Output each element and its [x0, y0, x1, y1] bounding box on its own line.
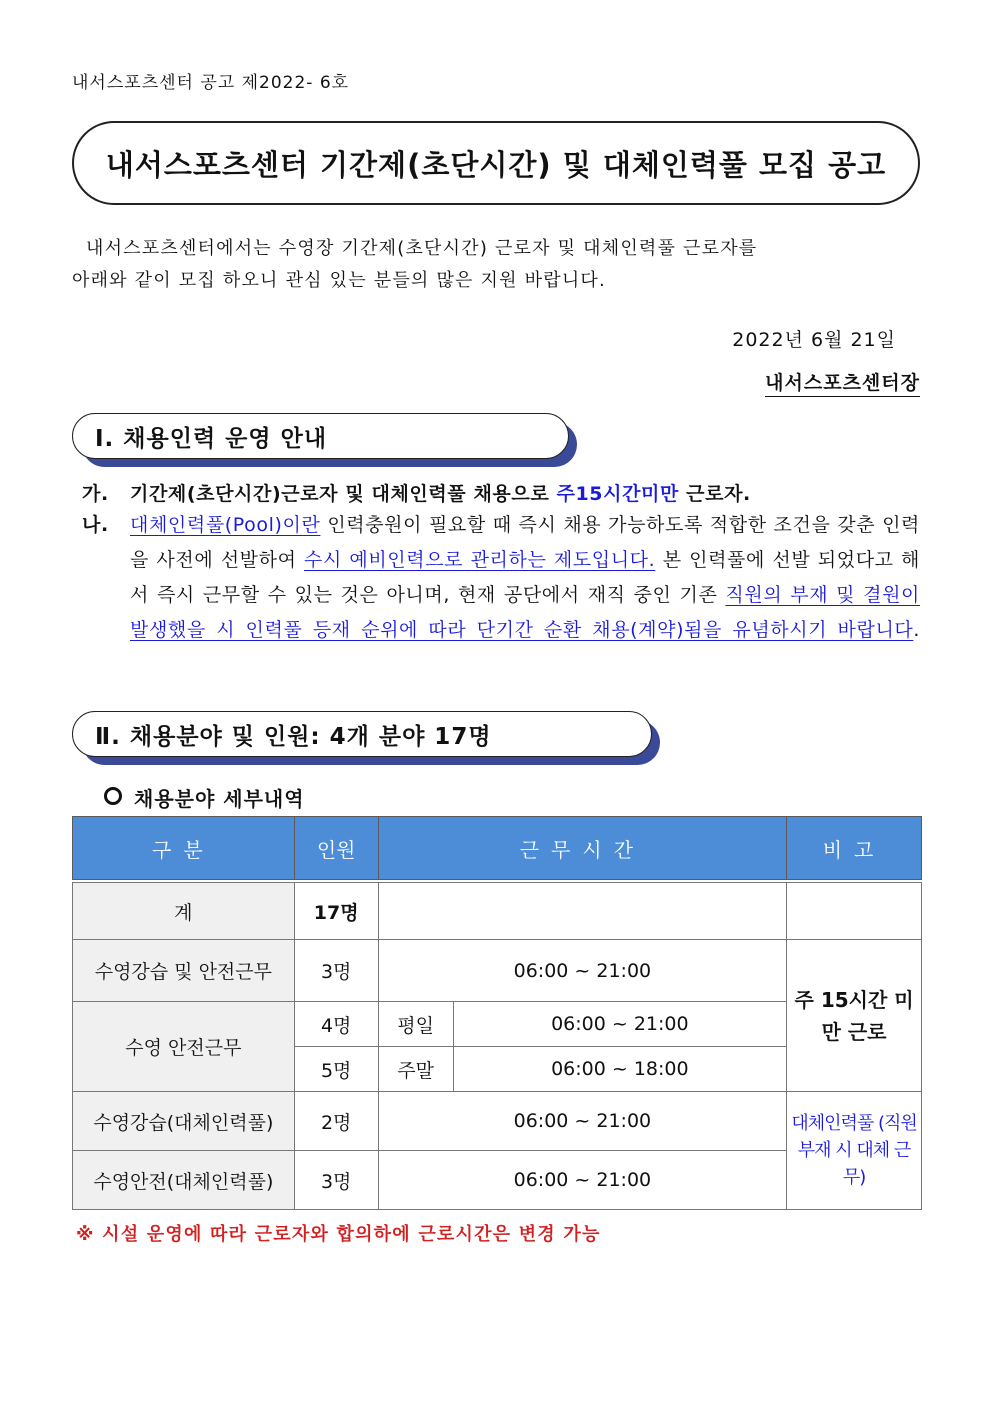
- item-b-highlight-2: 수시 예비인력으로 관리하는 제도입니다.: [304, 549, 656, 571]
- subheading: [104, 783, 305, 812]
- item-a-end: 근로자.: [686, 483, 751, 505]
- signer: 내서스포츠센터장: [765, 368, 920, 397]
- table-row: [73, 1092, 922, 1151]
- row-hours: 06:00 ~ 21:00: [378, 940, 786, 1002]
- note-pool: 대체인력풀 (직원 부재 시 대체 근무): [787, 1092, 922, 1210]
- footnote: ※ 시설 운영에 따라 근로자와 합의하에 근로시간은 변경 가능: [76, 1224, 601, 1245]
- notice-date: 2022년 6월 21일: [732, 329, 896, 351]
- row-label: 수영강습 및 안전근무: [73, 940, 295, 1002]
- intro-line-2: 아래와 같이 모집 하오니 관심 있는 분들의 많은 지원 바랍니다.: [72, 270, 606, 291]
- section-1-heading: Ⅰ. 채용인력 운영 안내: [95, 425, 328, 452]
- row-count: 4명: [294, 1002, 378, 1047]
- row-label: 수영강습(대체인력풀): [73, 1092, 295, 1151]
- total-count: 17명: [294, 883, 378, 940]
- row-count: 3명: [294, 940, 378, 1002]
- section-2-heading: Ⅱ. 채용분야 및 인원: 4개 분야 17명: [95, 723, 492, 750]
- note-regular: 주 15시간 미만 근로: [787, 940, 922, 1092]
- item-b-highlight-3: 직원의 부재 및 결원이 발생했을 시 인력풀 등재 순위에 따라 단기간 순환 채용(계약)됨을 유념하시기 바랍니다: [130, 584, 920, 641]
- subheading-text: 채용분야 세부내역: [134, 787, 305, 811]
- row-hours: 06:00 ~ 21:00: [378, 1092, 786, 1151]
- row-count: 2명: [294, 1092, 378, 1151]
- total-note: [787, 883, 922, 940]
- item-b-text-1: 인력충원이 필요할 때 즉시 채용 가능하도록 적합한 조건을 갖춘 인력을 사전에 선발하여: [130, 514, 920, 571]
- row-count: 5명: [294, 1047, 378, 1092]
- item-b-text-2: 본 인력풀에 선발 되었다고 해서 즉시 근무할 수 있는 것은 아니며, 현재 공단에서 재직 중인 기존: [130, 549, 921, 606]
- table-row-total: [73, 883, 922, 940]
- header-note: 비고: [787, 817, 922, 880]
- intro-line-1: 내서스포츠센터에서는 수영장 기간제(초단시간) 근로자 및 대체인력풀 근로자를: [86, 238, 758, 259]
- row-day: 주말: [378, 1047, 453, 1092]
- table-row: [73, 940, 922, 1002]
- row-hours: 06:00 ~ 21:00: [453, 1002, 787, 1047]
- item-a-mark: 가.: [82, 483, 109, 505]
- item-a-text: 기간제(초단시간)근로자 및 대체인력풀 채용으로: [130, 483, 550, 505]
- total-hours: [378, 883, 786, 940]
- heading-face: [72, 413, 569, 459]
- notice-number: 내서스포츠센터 공고 제2022- 6호: [72, 73, 350, 93]
- section-2-heading-box: [72, 711, 652, 757]
- item-b: [82, 508, 922, 641]
- item-b-body: [130, 508, 920, 648]
- item-b-mark: 나.: [82, 514, 109, 536]
- header-hours: 근무시간: [378, 817, 786, 880]
- row-label: 수영안전(대체인력풀): [73, 1151, 295, 1210]
- page-title: 내서스포츠센터 기간제(초단시간) 및 대체인력풀 모집 공고: [105, 147, 887, 182]
- row-label: 수영 안전근무: [73, 1002, 295, 1092]
- item-a: [82, 477, 922, 512]
- item-b-end: .: [913, 619, 920, 641]
- circle-bullet-icon: [104, 787, 122, 805]
- row-day: 평일: [378, 1002, 453, 1047]
- recruitment-table: [72, 816, 922, 1210]
- intro-paragraph: [72, 233, 922, 297]
- item-a-highlight: 주15시간미만: [556, 483, 679, 505]
- item-b-highlight-1: 대체인력풀(Pool)이란: [130, 514, 321, 536]
- heading-face: [72, 711, 652, 757]
- section-1-heading-box: [72, 413, 569, 459]
- table-header-row: [73, 817, 922, 880]
- header-count: 인원: [294, 817, 378, 880]
- header-category: 구분: [73, 817, 295, 880]
- row-hours: 06:00 ~ 21:00: [378, 1151, 786, 1210]
- row-count: 3명: [294, 1151, 378, 1210]
- row-hours: 06:00 ~ 18:00: [453, 1047, 787, 1092]
- title-box: [72, 121, 920, 205]
- total-label: 계: [73, 883, 295, 940]
